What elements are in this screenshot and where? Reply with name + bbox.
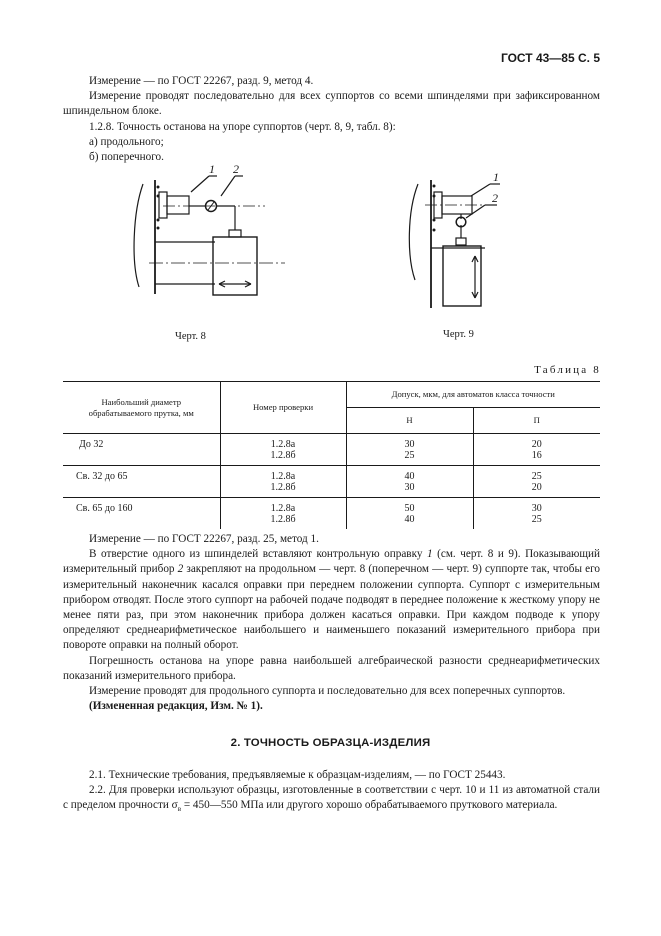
check-value: 1.2.8б — [270, 450, 296, 461]
tolerance-value: 20 — [531, 482, 542, 493]
figure-9-caption: Черт. 9 — [443, 329, 474, 340]
text-run: = 450—550 МПа или другого хорошо обрабатываемого пруткового материала. — [181, 799, 558, 812]
body-text — [63, 532, 600, 714]
figure-8-label-2: 2 — [233, 162, 239, 176]
subscript: в — [177, 805, 182, 814]
list-item: а) продольного; — [89, 135, 164, 148]
column-header-class-h: Н — [346, 408, 473, 434]
check-value: 1.2.8б — [270, 482, 296, 493]
cell-class-p — [473, 434, 600, 466]
cell-class-h — [346, 498, 473, 530]
column-header-diameter: Наибольший диаметр обрабатываемого прутка, мм — [63, 382, 220, 434]
amendment-note: (Измененная редакция, Изм. № 1). — [89, 700, 263, 713]
section-2-text — [63, 768, 600, 818]
tolerance-value: 50 — [404, 503, 415, 514]
cell-diameter: До 32 — [63, 434, 220, 466]
check-value: 1.2.8а — [270, 471, 296, 482]
check-value: 1.2.8а — [270, 503, 296, 514]
section-title: 2. ТОЧНОСТЬ ОБРАЗЦА-ИЗДЕЛИЯ — [230, 737, 431, 749]
tolerance-value: 25 — [531, 514, 542, 525]
text-run: В отверстие одного из шпинделей вставляют контрольную оправку — [89, 548, 428, 561]
paragraph — [63, 783, 600, 818]
cell-diameter: Св. 65 до 160 — [63, 498, 220, 530]
tolerance-value: 16 — [531, 450, 542, 461]
figure-9-label-2: 2 — [492, 191, 498, 205]
check-value: 1.2.8а — [270, 439, 296, 450]
tolerance-value: 40 — [404, 471, 415, 482]
figure-8-label-1: 1 — [209, 162, 215, 176]
paragraph: 2.1. Технические требования, предъявляемые к образцам-изделиям, — по ГОСТ 25443. — [89, 769, 506, 781]
reference-number: 1 — [427, 548, 433, 561]
reference-number: 2 — [177, 563, 184, 576]
tolerance-value: 40 — [404, 514, 415, 525]
paragraph: Погрешность останова на упоре равна наибольшей алгебраической разности среднеарифметических показаний измерительного прибора. — [63, 654, 600, 682]
text-run: закрепляют на продольном — черт. 8 (поперечном — черт. 9) суппорте так, чтобы его измерительный наконечник касался оправки при переднем положении суппорта. Суппорт с измерительным прибором отводят. После этого суппорт на рабочей подаче подводят в переднее положение к жесткому упору не менее пяти раз, при этом наконечник прибора должен касаться оправки. При каждом подводе к упору определяют среднеарифметическое наибольшего и наименьшего показаний измерительного прибора при повороте оправки на полный оборот. — [63, 563, 600, 652]
figure-8-caption: Черт. 8 — [175, 331, 206, 342]
tolerance-value: 20 — [531, 439, 542, 450]
paragraph: Измерение проводят для продольного суппорта и последовательно для всех поперечных суппортов. — [89, 685, 566, 698]
figure-8-drawing — [125, 162, 285, 312]
column-header-check-number: Номер проверки — [220, 382, 346, 434]
tolerance-value: 30 — [404, 439, 415, 450]
cell-class-p — [473, 466, 600, 498]
cell-check — [220, 498, 346, 530]
paragraph: Измерение — по ГОСТ 22267, разд. 9, метод 4. — [89, 75, 314, 87]
text-run: 2.2. Для проверки используют образцы, изготовленные в соответствии с черт. 10 и 11 из автоматной стали с пределом прочности σ — [63, 784, 600, 812]
paragraph: Измерение проводят последовательно для всех суппортов со всеми шпинделями при зафиксированном шпиндельном блоке. — [63, 90, 600, 118]
cell-check — [220, 434, 346, 466]
check-value: 1.2.8б — [270, 514, 296, 525]
paragraph: Измерение — по ГОСТ 22267, разд. 25, метод 1. — [89, 533, 319, 545]
paragraph: 1.2.8. Точность останова на упоре суппортов (черт. 8, 9, табл. 8): — [89, 120, 396, 133]
cell-diameter: Св. 32 до 65 — [63, 466, 220, 498]
cell-class-h — [346, 434, 473, 466]
tolerance-value: 30 — [531, 503, 542, 514]
tolerance-value: 25 — [531, 471, 542, 482]
cell-class-p — [473, 498, 600, 530]
table-8 — [63, 381, 600, 529]
page-header: ГОСТ 43—85 С. 5 — [500, 51, 600, 65]
cell-class-h — [346, 466, 473, 498]
column-header-class-p: П — [473, 408, 600, 434]
cell-check — [220, 466, 346, 498]
tolerance-value: 25 — [404, 450, 415, 461]
top-text — [63, 74, 600, 165]
tolerance-value: 30 — [404, 482, 415, 493]
paragraph — [63, 547, 600, 653]
text-run: (см. черт. 8 и 9). Показывающий измерительный прибор — [63, 548, 600, 576]
figure-9-drawing — [405, 162, 505, 322]
table-caption: Таблица 8 — [534, 364, 601, 376]
table-row — [63, 466, 600, 498]
column-header-tolerance: Допуск, мкм, для автоматов класса точности — [346, 382, 600, 408]
table-row — [63, 498, 600, 530]
table-row — [63, 434, 600, 466]
list-item: б) поперечного. — [89, 151, 164, 164]
figure-9-label-1: 1 — [493, 170, 499, 184]
